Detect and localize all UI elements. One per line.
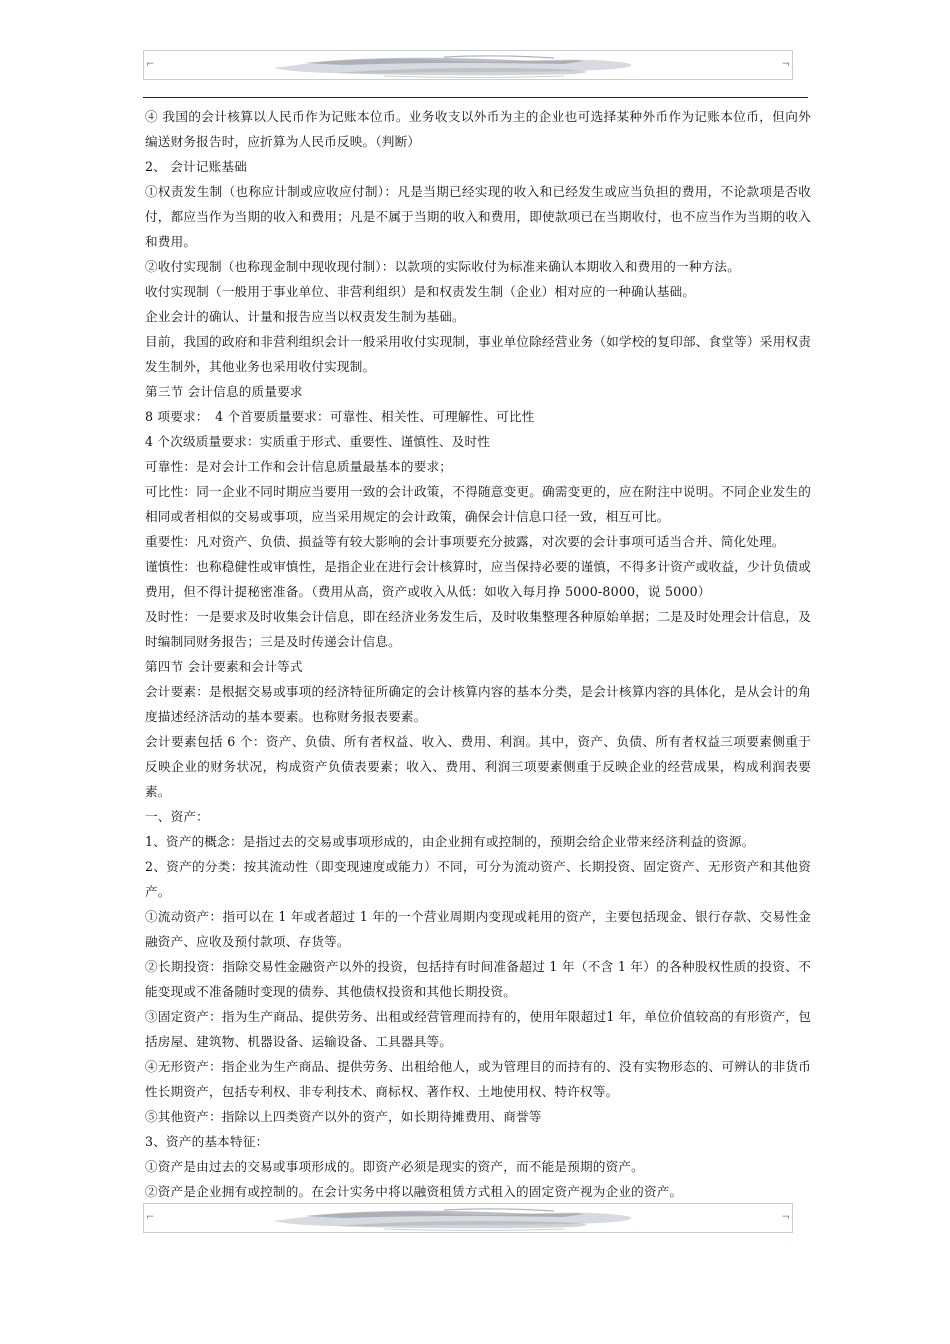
- paragraph: ①资产是由过去的交易或事项形成的。即资产必须是现实的资产，而不能是预期的资产。: [145, 1159, 644, 1174]
- header-banner: [143, 50, 793, 80]
- paragraph: 会计要素包括 6 个：资产、负债、所有者权益、收入、费用、利润。其中，资产、负债、所有者权益三项要素侧重于反映企业的财务状况，构成资产负债表要素；收入、费用、利润三项要素侧重于反映企业的经营成果，构成利润表要素。: [145, 734, 811, 799]
- section-heading: 第四节 会计要素和会计等式: [145, 659, 303, 674]
- header-rule: [143, 97, 808, 98]
- subsection-heading: 一、资产：: [145, 809, 209, 824]
- ink-brush-decoration: [144, 51, 793, 80]
- paragraph: 8 项要求： 4 个首要质量要求：可靠性、相关性、可理解性、可比性: [145, 409, 535, 424]
- paragraph: 1、资产的概念：是指过去的交易或事项形成的，由企业拥有或控制的，预期会给企业带来经济利益的资源。: [145, 834, 755, 849]
- paragraph: ②收付实现制（也称现金制中现收现付制）：以款项的实际收付为标准来确认本期收入和费用的一种方法。: [145, 259, 741, 274]
- paragraph: 收付实现制（一般用于事业单位、非营利组织）是和权责发生制（企业）相对应的一种确认基础。: [145, 284, 696, 299]
- ink-brush-decoration: [144, 1204, 793, 1233]
- footer-banner: [143, 1203, 793, 1233]
- corner-mark-right: ¬: [781, 59, 790, 70]
- section-heading: 2、 会计记账基础: [145, 159, 247, 174]
- section-heading: 第三节 会计信息的质量要求: [145, 384, 303, 399]
- paragraph: ②长期投资：指除交易性金融资产以外的投资，包括持有时间准备超过 1 年（不含 1 年）的各种股权性质的投资、不能变现或不准备随时变现的债券、其他债权投资和其他长期投资。: [145, 959, 811, 999]
- paragraph: ②资产是企业拥有或控制的。在会计实务中将以融资租赁方式租入的固定资产视为企业的资产。: [145, 1184, 683, 1199]
- paragraph: 重要性：凡对资产、负债、损益等有较大影响的会计事项要充分披露，对次要的会计事项可适当合并、简化处理。: [145, 534, 785, 549]
- paragraph: 及时性：一是要求及时收集会计信息，即在经济业务发生后，及时收集整理各种原始单据；二是及时处理会计信息，及时编制同财务报告；三是及时传递会计信息。: [145, 609, 811, 649]
- paragraph: ①权责发生制（也称应计制或应收应付制）：凡是当期已经实现的收入和已经发生或应当负担的费用，不论款项是否收付，都应当作为当期的收入和费用；凡是不属于当期的收入和费用，即使款项已在当期收付，也不应当作为当期的收入和费用。: [145, 184, 811, 249]
- paragraph: 企业会计的确认、计量和报告应当以权责发生制为基础。: [145, 309, 465, 324]
- paragraph: 谨慎性：也称稳健性或审慎性，是指企业在进行会计核算时，应当保持必要的谨慎，不得多计资产或收益，少计负债或费用，但不得计提秘密准备。（费用从高，资产或收入从低：如收入每月挣 5000-8000，说 5000）: [145, 559, 811, 599]
- paragraph: 2、资产的分类：按其流动性（即变现速度或能力）不同，可分为流动资产、长期投资、固定资产、无形资产和其他资产。: [145, 859, 811, 899]
- document-body: [145, 104, 811, 1204]
- paragraph: ①流动资产：指可以在 1 年或者超过 1 年的一个营业周期内变现或耗用的资产，主要包括现金、银行存款、交易性金融资产、应收及预付款项、存货等。: [145, 909, 811, 949]
- paragraph: 4 个次级质量要求：实质重于形式、重要性、谨慎性、及时性: [145, 434, 491, 449]
- paragraph: 可比性：同一企业不同时期应当要用一致的会计政策，不得随意变更。确需变更的，应在附注中说明。不同企业发生的相同或者相似的交易或事项，应当采用规定的会计政策，确保会计信息口径一致，相互可比。: [145, 484, 811, 524]
- paragraph: ⑤其他资产：指除以上四类资产以外的资产，如长期待摊费用、商誉等: [145, 1109, 542, 1124]
- corner-mark-left: ⌐: [146, 59, 155, 70]
- corner-mark-right: ¬: [781, 1212, 790, 1223]
- paragraph: ③固定资产：指为生产商品、提供劳务、出租或经营管理而持有的，使用年限超过1 年，单位价值较高的有形资产，包括房屋、建筑物、机器设备、运输设备、工具器具等。: [145, 1009, 811, 1049]
- paragraph: 会计要素：是根据交易或事项的经济特征所确定的会计核算内容的基本分类，是会计核算内容的具体化，是从会计的角度描述经济活动的基本要素。也称财务报表要素。: [145, 684, 811, 724]
- paragraph: 可靠性：是对会计工作和会计信息质量最基本的要求；: [145, 459, 453, 474]
- paragraph: ④无形资产：指企业为生产商品、提供劳务、出租给他人，或为管理目的而持有的、没有实物形态的、可辨认的非货币性长期资产，包括专利权、非专利技术、商标权、著作权、土地使用权、特许权等。: [145, 1059, 811, 1099]
- corner-mark-left: ⌐: [146, 1212, 155, 1223]
- paragraph: ④ 我国的会计核算以人民币作为记账本位币。业务收支以外币为主的企业也可选择某种外币作为记账本位币，但向外编送财务报告时，应折算为人民币反映。（判断）: [145, 109, 811, 149]
- paragraph: 目前，我国的政府和非营利组织会计一般采用收付实现制，事业单位除经营业务（如学校的复印部、食堂等）采用权责发生制外，其他业务也采用收付实现制。: [145, 334, 811, 374]
- paragraph: 3、资产的基本特征：: [145, 1134, 269, 1149]
